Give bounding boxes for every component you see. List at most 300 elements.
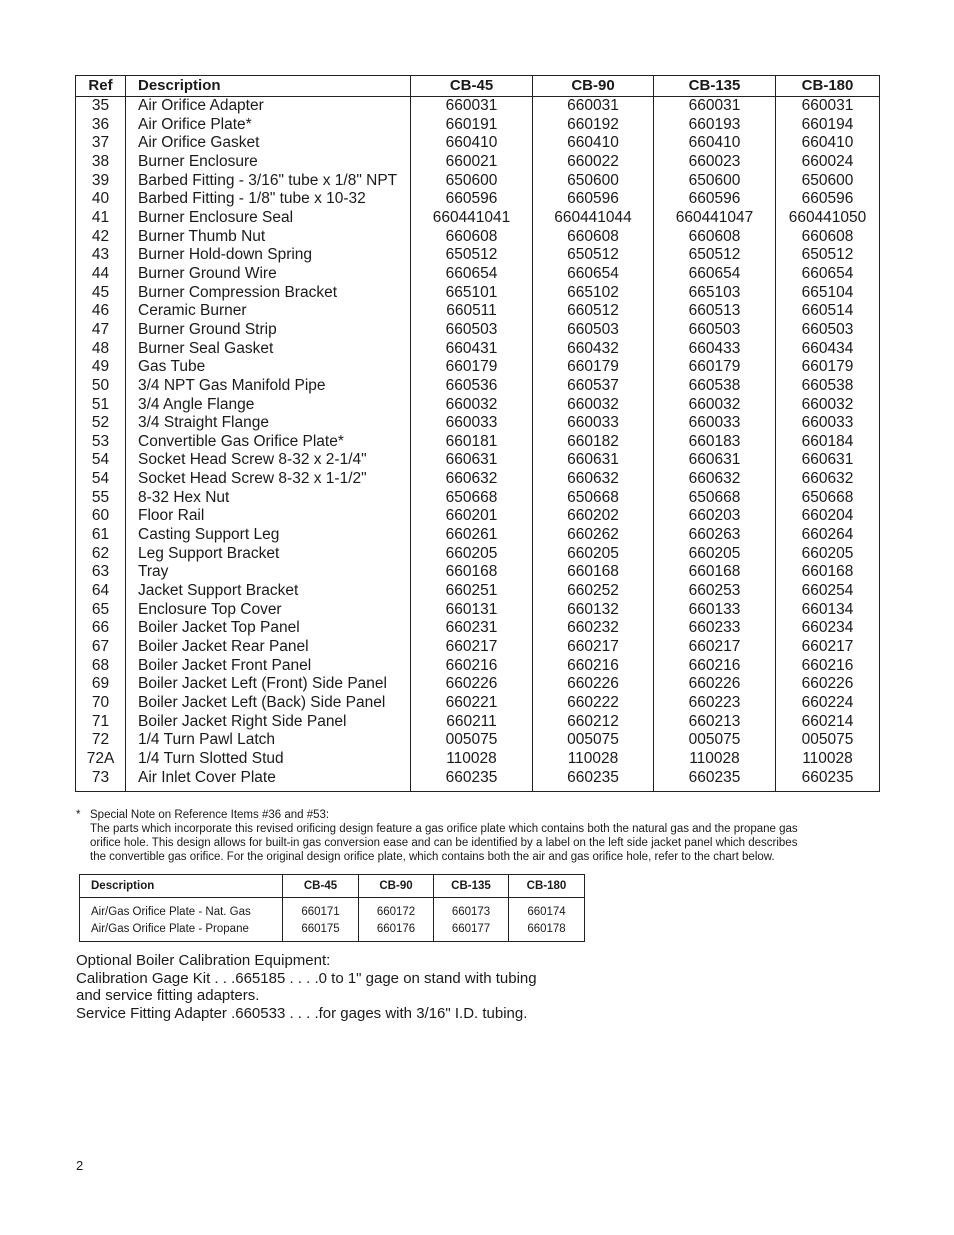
description-cell: 3/4 Angle Flange	[126, 396, 411, 415]
cb-90-cell: 650668	[533, 489, 654, 508]
cb-45-cell: 660021	[411, 153, 533, 172]
ref-cell: 40	[76, 190, 126, 209]
note-line: The parts which incorporate this revised orificing design feature a gas orifice plate which contains both the natural gas and the propane gas	[90, 823, 798, 835]
cb-45-cell: 660441041	[411, 209, 533, 228]
description-cell: 8-32 Hex Nut	[126, 489, 411, 508]
table-row	[76, 489, 880, 508]
table-row	[76, 638, 880, 657]
cb-90-cell: 660192	[533, 116, 654, 135]
table-row	[76, 358, 880, 377]
orifice-description-cell: Air/Gas Orifice Plate - Propane	[80, 920, 283, 942]
orifice-cb-135-cell: 660173	[434, 898, 509, 921]
cb-180-cell: 650668	[801, 488, 854, 506]
cb-90-cell: 660216	[533, 657, 654, 676]
table-row	[76, 451, 880, 470]
table-row	[80, 920, 585, 942]
cb-135-cell: 665103	[654, 284, 776, 303]
ref-cell: 68	[76, 657, 126, 676]
description-cell: Burner Ground Strip	[126, 321, 411, 340]
orifice-table-body	[80, 898, 585, 942]
cb-90-cell: 660212	[533, 713, 654, 732]
description-cell: 1/4 Turn Pawl Latch	[126, 731, 411, 750]
description-cell: Boiler Jacket Right Side Panel	[126, 713, 411, 732]
cb-45-cell: 660168	[411, 563, 533, 582]
cb-135-cell: 660632	[654, 470, 776, 489]
cb-45-cell: 660596	[411, 190, 533, 209]
ref-cell: 71	[76, 713, 126, 732]
cb-90-cell: 660031	[533, 97, 654, 116]
orifice-cb-135-cell: 660177	[434, 920, 509, 942]
orifice-cb-90-cell: 660172	[359, 898, 434, 921]
parts-table-body	[76, 97, 880, 792]
cb-45-cell: 650512	[411, 246, 533, 265]
service-fitting-adapter-line: Service Fitting Adapter .660533 . . . .for gages with 3/16" I.D. tubing.	[76, 1004, 528, 1022]
ref-cell: 55	[76, 489, 126, 508]
optional-equipment-heading: Optional Boiler Calibration Equipment:	[76, 952, 331, 969]
description-cell: Socket Head Screw 8-32 x 1-1/2"	[126, 470, 411, 489]
cb-135-cell: 660133	[654, 601, 776, 620]
cb-45-cell: 660608	[411, 228, 533, 247]
cb-135-cell: 660631	[654, 451, 776, 470]
cb-45-cell: 660536	[411, 377, 533, 396]
cb-135-cell: 660538	[654, 377, 776, 396]
description-cell: Air Orifice Plate*	[126, 116, 411, 135]
table-row	[76, 433, 880, 452]
cb-90-cell: 660168	[533, 563, 654, 582]
cb-135-cell: 660179	[654, 358, 776, 377]
cb-45-cell: 660211	[411, 713, 533, 732]
cb-180-cell: 660503	[801, 320, 854, 338]
cb-45-cell: 660261	[411, 526, 533, 545]
table-row	[76, 657, 880, 676]
cb-45-cell: 660131	[411, 601, 533, 620]
ref-cell: 36	[76, 116, 126, 135]
cb-180-cell: 660179	[801, 358, 854, 376]
orifice-cb-45-cell: 660175	[283, 920, 359, 942]
cb-180-cell: 650600	[801, 171, 854, 189]
description-cell: Boiler Jacket Left (Back) Side Panel	[126, 694, 411, 713]
orifice-cb-180-cell: 660178	[527, 922, 566, 935]
cb-45-cell: 660181	[411, 433, 533, 452]
cb-90-cell: 660410	[533, 134, 654, 153]
cb-90-cell: 660179	[533, 358, 654, 377]
description-cell: Ceramic Burner	[126, 302, 411, 321]
cb-90-cell: 660654	[533, 265, 654, 284]
cb-135-cell: 660031	[654, 97, 776, 116]
orifice-header-description: Description	[80, 875, 283, 898]
cb-180-cell: 660216	[801, 656, 854, 674]
cb-135-cell: 660023	[654, 153, 776, 172]
orifice-plate-table	[79, 874, 585, 942]
orifice-cb-180-cell: 660174	[527, 905, 566, 918]
cb-90-cell: 660262	[533, 526, 654, 545]
header-description: Description	[126, 76, 411, 97]
cb-180-cell: 660632	[801, 470, 854, 488]
cb-180-cell: 660538	[801, 376, 854, 394]
cb-180-cell: 660205	[801, 544, 854, 562]
cb-135-cell: 660032	[654, 396, 776, 415]
table-row	[76, 228, 880, 247]
cb-180-cell: 650512	[801, 246, 854, 264]
description-cell: 3/4 Straight Flange	[126, 414, 411, 433]
table-row	[76, 116, 880, 135]
table-row	[76, 302, 880, 321]
cb-135-cell: 660213	[654, 713, 776, 732]
table-row	[76, 731, 880, 750]
ref-cell: 44	[76, 265, 126, 284]
description-cell: Floor Rail	[126, 507, 411, 526]
cb-90-cell: 660182	[533, 433, 654, 452]
ref-cell: 42	[76, 228, 126, 247]
cb-180-cell: 660434	[801, 339, 854, 357]
description-cell: Boiler Jacket Top Panel	[126, 619, 411, 638]
cb-180-cell: 660608	[801, 227, 854, 245]
cb-135-cell: 660216	[654, 657, 776, 676]
cb-135-cell: 660233	[654, 619, 776, 638]
special-note	[76, 808, 876, 864]
cb-90-cell: 660632	[533, 470, 654, 489]
table-row	[76, 414, 880, 433]
table-row	[76, 377, 880, 396]
cb-45-cell: 660631	[411, 451, 533, 470]
cb-180-cell: 660134	[801, 600, 854, 618]
cb-135-cell: 660235	[654, 769, 776, 792]
ref-cell: 39	[76, 172, 126, 191]
ref-cell: 35	[76, 97, 126, 116]
ref-cell: 43	[76, 246, 126, 265]
cb-135-cell: 650668	[654, 489, 776, 508]
table-row	[76, 713, 880, 732]
description-cell: Burner Ground Wire	[126, 265, 411, 284]
table-row	[76, 134, 880, 153]
cb-135-cell: 650600	[654, 172, 776, 191]
description-cell: Casting Support Leg	[126, 526, 411, 545]
note-line: the convertible gas orifice. For the original design orifice plate, which contains both the air and gas orifice hole, refer to the chart below.	[90, 851, 775, 863]
table-row	[76, 769, 880, 792]
note-body	[76, 822, 876, 864]
cb-45-cell: 660217	[411, 638, 533, 657]
cb-45-cell: 005075	[411, 731, 533, 750]
orifice-header-cb-180: CB-180	[509, 875, 585, 898]
cb-135-cell: 660217	[654, 638, 776, 657]
ref-cell: 72A	[76, 750, 126, 769]
cb-45-cell: 660503	[411, 321, 533, 340]
cb-180-cell: 660596	[801, 190, 854, 208]
cb-90-cell: 660205	[533, 545, 654, 564]
orifice-description-cell: Air/Gas Orifice Plate - Nat. Gas	[80, 898, 283, 921]
cb-135-cell: 660226	[654, 675, 776, 694]
description-cell: Socket Head Screw 8-32 x 2-1/4"	[126, 451, 411, 470]
ref-cell: 60	[76, 507, 126, 526]
orifice-header-cb-45: CB-45	[283, 875, 359, 898]
header-cb-180: CB-180	[776, 76, 880, 97]
table-row	[76, 526, 880, 545]
cb-180-cell: 660214	[801, 712, 854, 730]
cb-135-cell: 660654	[654, 265, 776, 284]
table-row	[76, 209, 880, 228]
description-cell: Boiler Jacket Left (Front) Side Panel	[126, 675, 411, 694]
ref-cell: 70	[76, 694, 126, 713]
cb-90-cell: 660232	[533, 619, 654, 638]
table-row	[76, 172, 880, 191]
cb-135-cell: 660410	[654, 134, 776, 153]
table-row	[76, 284, 880, 303]
cb-135-cell: 660223	[654, 694, 776, 713]
ref-cell: 48	[76, 340, 126, 359]
cb-90-cell: 660512	[533, 302, 654, 321]
ref-cell: 54	[76, 451, 126, 470]
cb-90-cell: 660032	[533, 396, 654, 415]
description-cell: Air Inlet Cover Plate	[126, 769, 411, 792]
cb-180-cell: 660031	[801, 97, 854, 114]
parts-table	[75, 75, 880, 792]
header-ref: Ref	[76, 76, 126, 97]
cb-135-cell: 660205	[654, 545, 776, 564]
cb-90-cell: 650600	[533, 172, 654, 191]
header-cb-90: CB-90	[533, 76, 654, 97]
ref-cell: 54	[76, 470, 126, 489]
description-cell: Burner Compression Bracket	[126, 284, 411, 303]
ref-cell: 45	[76, 284, 126, 303]
ref-cell: 52	[76, 414, 126, 433]
cb-45-cell: 660251	[411, 582, 533, 601]
description-cell: Leg Support Bracket	[126, 545, 411, 564]
ref-cell: 73	[76, 769, 126, 792]
orifice-header-cb-90: CB-90	[359, 875, 434, 898]
cb-90-cell: 660503	[533, 321, 654, 340]
table-row	[76, 601, 880, 620]
cb-45-cell: 660201	[411, 507, 533, 526]
cb-180-cell: 660514	[801, 302, 854, 320]
cb-45-cell: 660410	[411, 134, 533, 153]
cb-135-cell: 660263	[654, 526, 776, 545]
cb-180-cell: 660441050	[788, 208, 867, 226]
cb-90-cell: 650512	[533, 246, 654, 265]
description-cell: Air Orifice Adapter	[126, 97, 411, 116]
ref-cell: 62	[76, 545, 126, 564]
cb-180-cell: 660033	[801, 414, 854, 432]
cb-90-cell: 005075	[533, 731, 654, 750]
description-cell: Burner Enclosure Seal	[126, 209, 411, 228]
cb-135-cell: 660441047	[654, 209, 776, 228]
cb-90-cell: 660537	[533, 377, 654, 396]
header-cb-45: CB-45	[411, 76, 533, 97]
cb-45-cell: 660231	[411, 619, 533, 638]
table-row	[76, 190, 880, 209]
cb-180-cell: 660024	[801, 152, 854, 170]
note-asterisk: *	[76, 809, 81, 821]
cb-135-cell: 660203	[654, 507, 776, 526]
cb-90-cell: 660132	[533, 601, 654, 620]
cb-90-cell: 660033	[533, 414, 654, 433]
table-row	[76, 265, 880, 284]
description-cell: Burner Enclosure	[126, 153, 411, 172]
cb-180-cell: 660235	[801, 768, 854, 786]
cb-135-cell: 660253	[654, 582, 776, 601]
ref-cell: 50	[76, 377, 126, 396]
cb-90-cell: 660217	[533, 638, 654, 657]
cb-135-cell: 660033	[654, 414, 776, 433]
ref-cell: 66	[76, 619, 126, 638]
cb-180-cell: 660217	[801, 638, 854, 656]
cb-135-cell: 650512	[654, 246, 776, 265]
calibration-gage-kit-line: Calibration Gage Kit . . .665185 . . . .0 to 1" gage on stand with tubing	[76, 969, 537, 987]
ref-cell: 72	[76, 731, 126, 750]
cb-45-cell: 660511	[411, 302, 533, 321]
cb-180-cell: 660264	[801, 526, 854, 544]
description-cell: Burner Thumb Nut	[126, 228, 411, 247]
table-row	[76, 321, 880, 340]
cb-180-cell: 660224	[801, 694, 854, 711]
table-row	[76, 246, 880, 265]
cb-180-cell: 660254	[801, 582, 854, 600]
cb-45-cell: 660226	[411, 675, 533, 694]
cb-90-cell: 660202	[533, 507, 654, 526]
table-row	[76, 97, 880, 116]
description-cell: Jacket Support Bracket	[126, 582, 411, 601]
cb-180-cell: 660032	[801, 395, 854, 413]
description-cell: Barbed Fitting - 1/8" tube x 10-32	[126, 190, 411, 209]
page-number: 2	[76, 1158, 84, 1173]
ref-cell: 64	[76, 582, 126, 601]
table-row	[76, 675, 880, 694]
table-row	[76, 340, 880, 359]
ref-cell: 47	[76, 321, 126, 340]
cb-90-cell: 660596	[533, 190, 654, 209]
table-row	[80, 898, 585, 921]
table-row	[76, 582, 880, 601]
cb-45-cell: 660431	[411, 340, 533, 359]
cb-45-cell: 660033	[411, 414, 533, 433]
orifice-cb-90-cell: 660176	[359, 920, 434, 942]
cb-45-cell: 660032	[411, 396, 533, 415]
cb-180-cell: 660204	[801, 507, 854, 525]
cb-45-cell: 660235	[411, 769, 533, 792]
cb-135-cell: 110028	[654, 750, 776, 769]
cb-45-cell: 660632	[411, 470, 533, 489]
cb-45-cell: 650600	[411, 172, 533, 191]
orifice-cb-45-cell: 660171	[283, 898, 359, 921]
cb-90-cell: 660608	[533, 228, 654, 247]
calibration-gage-kit-line-cont: and service fitting adapters.	[76, 987, 260, 1004]
cb-90-cell: 665102	[533, 284, 654, 303]
cb-180-cell: 660168	[801, 563, 854, 581]
table-row	[76, 153, 880, 172]
note-line: orifice hole. This design allows for built-in gas conversion ease and can be identified by a label on the left side jacket panel which describes	[90, 837, 798, 849]
cb-135-cell: 660608	[654, 228, 776, 247]
note-title: Special Note on Reference Items #36 and #53:	[90, 809, 330, 821]
cb-45-cell: 110028	[411, 750, 533, 769]
ref-cell: 69	[76, 675, 126, 694]
table-row	[76, 619, 880, 638]
cb-90-cell: 660226	[533, 675, 654, 694]
cb-135-cell: 660513	[654, 302, 776, 321]
ref-cell: 38	[76, 153, 126, 172]
cb-45-cell: 660216	[411, 657, 533, 676]
cb-180-cell: 660194	[801, 115, 854, 133]
table-row	[76, 694, 880, 713]
cb-135-cell: 660183	[654, 433, 776, 452]
ref-cell: 67	[76, 638, 126, 657]
description-cell: Barbed Fitting - 3/16" tube x 1/8" NPT	[126, 172, 411, 191]
cb-135-cell: 660168	[654, 563, 776, 582]
cb-180-cell: 660631	[801, 451, 854, 469]
table-row	[76, 396, 880, 415]
description-cell: Burner Hold-down Spring	[126, 246, 411, 265]
parts-table-header-row	[76, 76, 880, 97]
ref-cell: 49	[76, 358, 126, 377]
cb-90-cell: 660235	[533, 769, 654, 792]
cb-180-cell: 660226	[801, 675, 854, 693]
table-row	[76, 507, 880, 526]
ref-cell: 61	[76, 526, 126, 545]
cb-90-cell: 660432	[533, 340, 654, 359]
ref-cell: 37	[76, 134, 126, 153]
cb-90-cell: 660252	[533, 582, 654, 601]
cb-90-cell: 660222	[533, 694, 654, 713]
orifice-table-header-row	[80, 875, 585, 898]
description-cell: 3/4 NPT Gas Manifold Pipe	[126, 377, 411, 396]
description-cell: Tray	[126, 563, 411, 582]
description-cell: Boiler Jacket Front Panel	[126, 657, 411, 676]
description-cell: Air Orifice Gasket	[126, 134, 411, 153]
orifice-header-cb-135: CB-135	[434, 875, 509, 898]
cb-45-cell: 660191	[411, 116, 533, 135]
table-row	[76, 750, 880, 769]
table-row	[76, 563, 880, 582]
cb-90-cell: 110028	[533, 750, 654, 769]
description-cell: Enclosure Top Cover	[126, 601, 411, 620]
description-cell: 1/4 Turn Slotted Stud	[126, 750, 411, 769]
cb-45-cell: 650668	[411, 489, 533, 508]
cb-90-cell: 660631	[533, 451, 654, 470]
cb-90-cell: 660022	[533, 153, 654, 172]
header-cb-135: CB-135	[654, 76, 776, 97]
cb-180-cell: 005075	[801, 731, 854, 749]
ref-cell: 51	[76, 396, 126, 415]
ref-cell: 63	[76, 563, 126, 582]
cb-180-cell: 660654	[801, 264, 854, 282]
cb-180-cell: 660410	[801, 134, 854, 152]
cb-135-cell: 005075	[654, 731, 776, 750]
cb-45-cell: 665101	[411, 284, 533, 303]
ref-cell: 65	[76, 601, 126, 620]
cb-180-cell: 665104	[801, 283, 854, 301]
cb-180-cell: 660184	[801, 432, 854, 450]
cb-45-cell: 660031	[411, 97, 533, 116]
description-cell: Convertible Gas Orifice Plate*	[126, 433, 411, 452]
table-row	[76, 545, 880, 564]
table-row	[76, 470, 880, 489]
ref-cell: 46	[76, 302, 126, 321]
description-cell: Boiler Jacket Rear Panel	[126, 638, 411, 657]
optional-equipment	[76, 952, 636, 1022]
cb-45-cell: 660654	[411, 265, 533, 284]
cb-135-cell: 660433	[654, 340, 776, 359]
cb-45-cell: 660205	[411, 545, 533, 564]
cb-135-cell: 660193	[654, 116, 776, 135]
ref-cell: 41	[76, 209, 126, 228]
description-cell: Gas Tube	[126, 358, 411, 377]
cb-45-cell: 660179	[411, 358, 533, 377]
cb-135-cell: 660596	[654, 190, 776, 209]
cb-180-cell: 660234	[801, 619, 854, 637]
cb-135-cell: 660503	[654, 321, 776, 340]
ref-cell: 53	[76, 433, 126, 452]
cb-180-cell: 110028	[802, 749, 853, 767]
cb-45-cell: 660221	[411, 694, 533, 713]
cb-90-cell: 660441044	[533, 209, 654, 228]
